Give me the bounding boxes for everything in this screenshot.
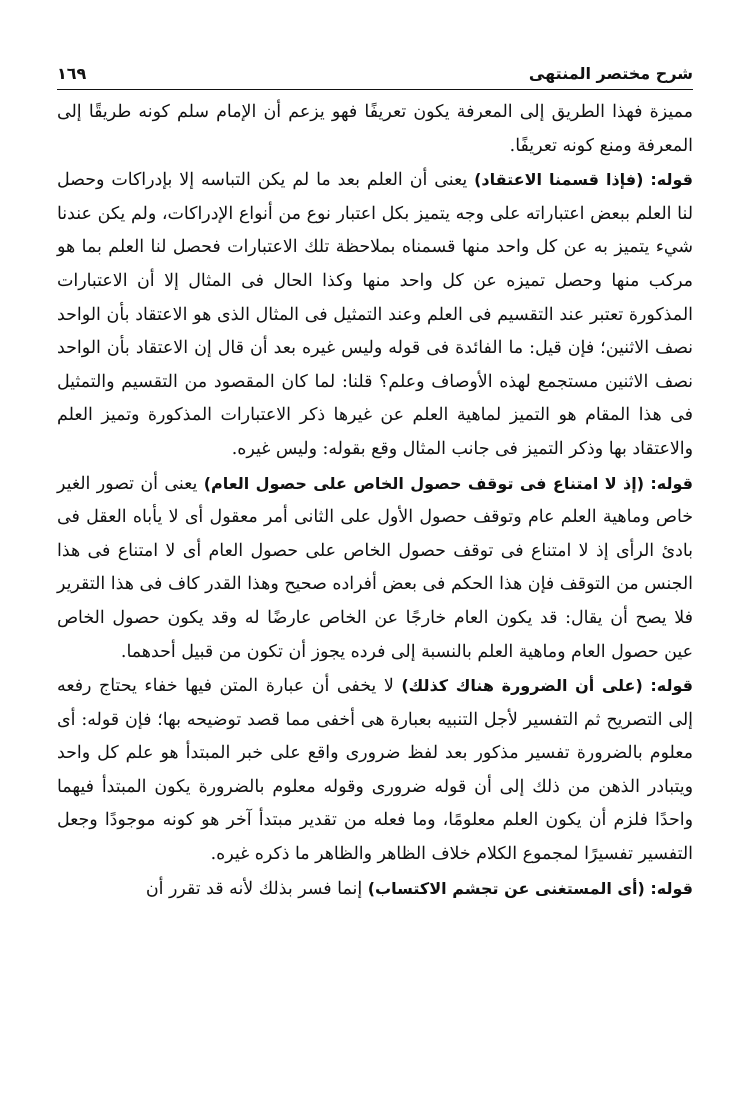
page-number: ١٦٩ [57,63,87,83]
paragraph-lead: قوله: [650,473,694,493]
quoted-phrase: (إذ لا امتناع فى توقف حصول الخاص على حصول العام) [203,473,645,493]
paragraph-text: يعنى أن العلم بعد ما لم يكن التباسه إلا بإدراكات وحصل لنا العلم ببعض اعتباراته على وجه يتميز بكل اعتبار نوع من أنواع الإدراكات، ولم يكن عندنا شيء يتميز به عن كل واحد منها قسمناه بملاحظة تلك الاعتبارات فحصل لنا العلم بما هو مركب منها وحصل تميزه عن كل واحد منها وكذا الحال فى المثال إلا أن الاعتبارات المذكورة تعتبر عند التقسيم فى العلم وعند التمثيل فى المثال الذى هو الاعتقاد بأن الواحد نصف الاثنين؛ فإن قيل: ما الفائدة فى قوله وليس غيره بعد أن قال إن الاعتقاد بأن الواحد نصف الاثنين مستجمع لهذه الأوصاف وعلم؟ قلنا: لما كان المقصود من التقسيم والتمثيل فى هذا المقام هو التميز لماهية العلم عن غيرها ذكر الاعتبارات المذكورة وتميز العلم والاعتقاد بها وذكر التميز فى جانب المثال وقع بقوله: وليس غيره. [57,170,693,459]
header-divider [57,89,693,90]
paragraph-lead: قوله: [650,676,693,696]
paragraph-lead: قوله: [650,878,693,898]
paragraph [57,163,693,466]
quoted-phrase: (أى المستغنى عن تجشم الاكتساب) [367,878,645,898]
paragraph-lead: قوله: [650,170,694,190]
paragraph [57,467,693,670]
running-header [57,60,693,86]
page-body [57,96,693,906]
paragraph-text: إنما فسر بذلك لأنه قد تقرر أن [145,878,363,899]
paragraph-text: يعنى أن تصور الغير خاص وماهية العلم عام وتوقف حصول الأول على الثانى أمر معقول أى لا يأباه العقل فى بادئ الرأى إذ لا امتناع فى توقف حصول الخاص على حصول العام أى لا امتناع فى هذا الجنس من التوقف فإن هذا الحكم فى بعض أفراده صحيح وهذا القدر كاف فى هذا التقرير فلا يصح أن يقال: قد يكون العام خارجًا عن الخاص عارضًا له وقد يكون حصول الخاص عين حصول العام وماهية العلم بالنسبة إلى فرده يجوز أن تكون من قبيل أحدهما. [57,473,693,662]
paragraph [57,872,693,907]
paragraph-text: مميزة فهذا الطريق إلى المعرفة يكون تعريفًا فهو يزعم أن الإمام سلم كونه طريقًا إلى المعرفة ومنع كونه تعريفًا. [57,102,693,156]
paragraph [57,669,693,872]
paragraph-text: لا يخفى أن عبارة المتن فيها خفاء يحتاج رفعه إلى التصريح ثم التفسير لأجل التنبيه بعبارة هى أخفى مما قصد توضيحه بها؛ فإن قوله: أى معلوم بالضرورة تفسير مذكور بعد لفظ ضرورى واقع على خبر المبتدأ هو علم كل واحد ويتبادر الذهن من ذلك إلى أن قوله ضرورى وقوله معلوم بالضرورة يكون المبتدأ فيهما واحدًا فلزم أن يكون العلم معلومًا، وما فعله من تقدير مبتدأ آخر هو كونه موجودًا وجعل التفسير تفسيرًا لمجموع الكلام خلاف الظاهر والظاهر ما ذكره غيره. [57,676,693,865]
quoted-phrase: (فإذا قسمنا الاعتقاد) [474,170,644,190]
quoted-phrase: (على أن الضرورة هناك كذلك) [401,676,643,696]
book-title: شرح مختصر المنتهى [528,63,693,83]
paragraph [57,96,693,163]
